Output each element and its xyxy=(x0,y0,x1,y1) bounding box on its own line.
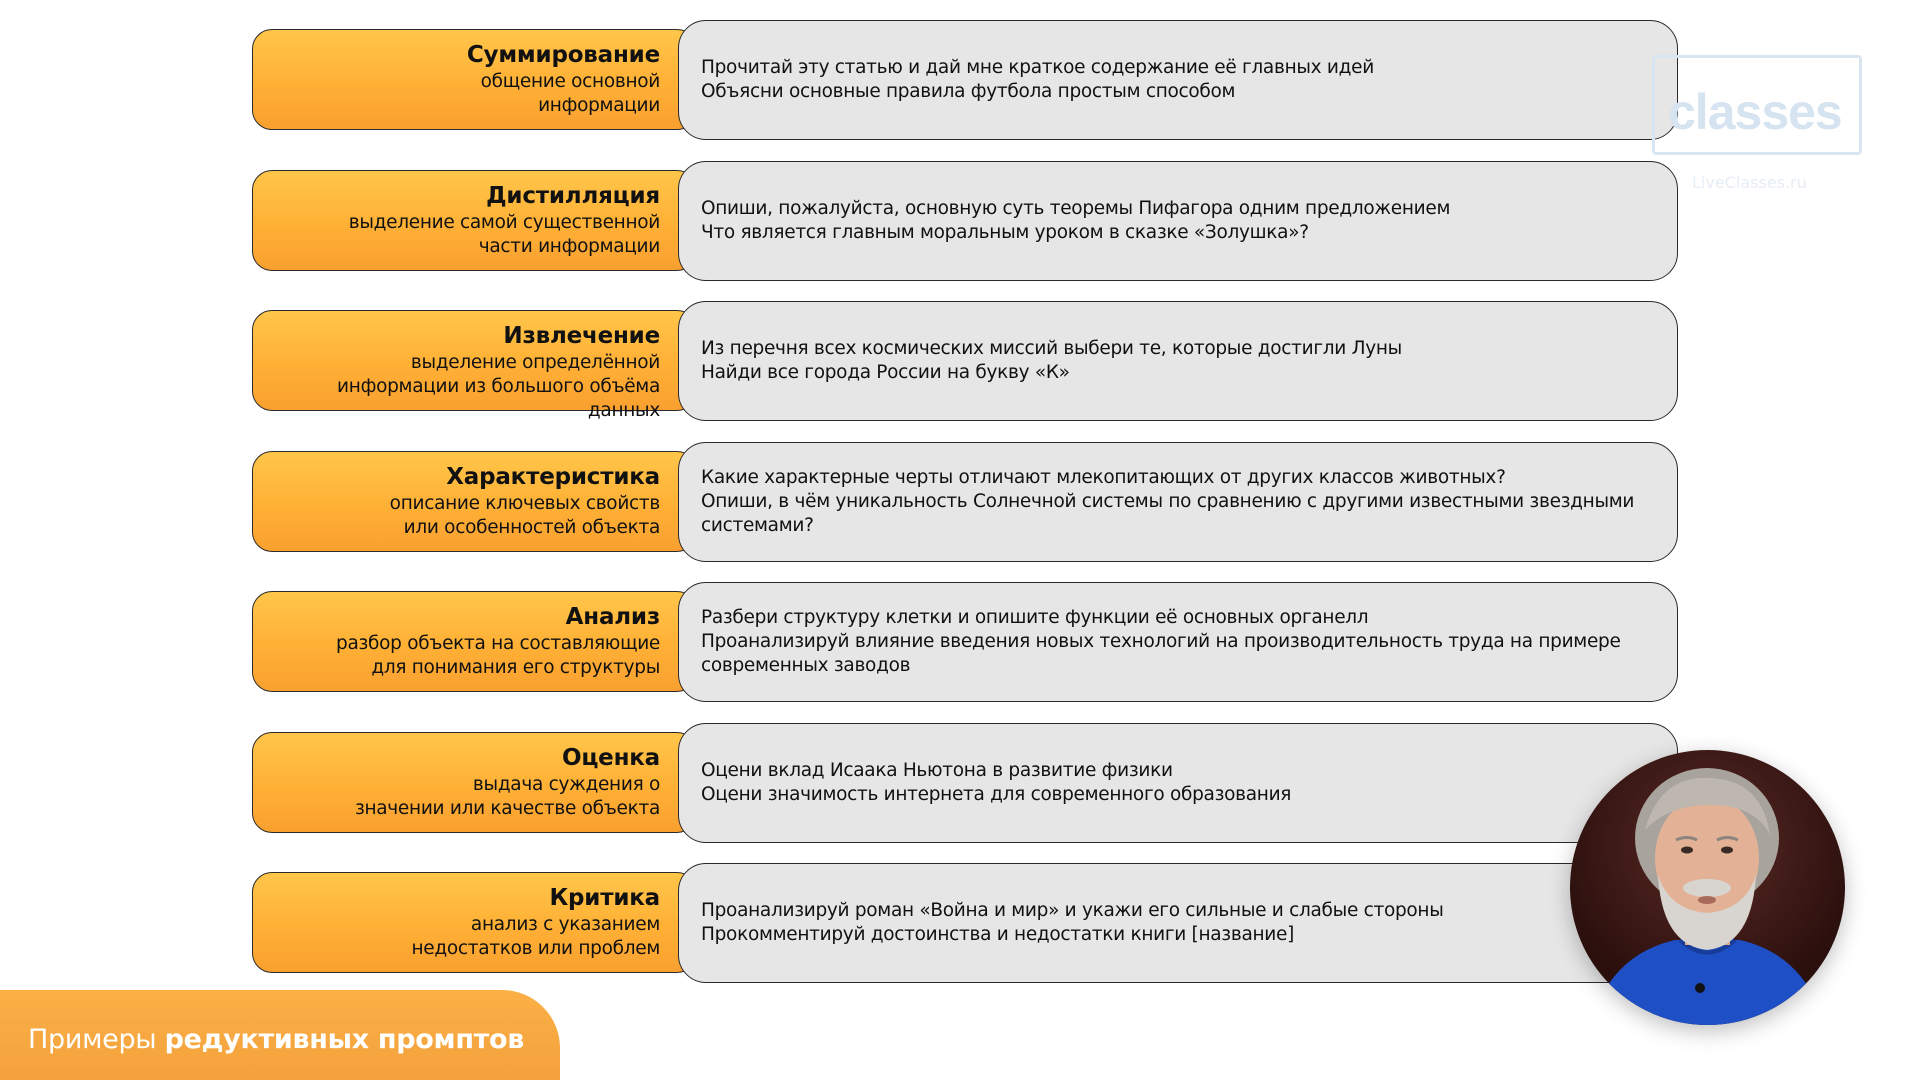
example-text: Проанализируй роман «Война и мир» и укажи его сильные и слабые стороны xyxy=(701,900,1444,921)
examples-box xyxy=(678,582,1678,702)
example-text: Прочитай эту статью и дай мне краткое содержание её главных идей xyxy=(701,57,1374,78)
examples-box xyxy=(678,723,1678,843)
category-label xyxy=(252,29,697,130)
example-text: Опиши, пожалуйста, основную суть теоремы Пифагора одним предложением xyxy=(701,197,1451,219)
prompt-row-characteristic xyxy=(252,442,1678,565)
category-title: Характеристика xyxy=(446,463,660,490)
examples-box xyxy=(678,863,1678,983)
category-title: Суммирование xyxy=(466,42,660,68)
prompt-row-distillation xyxy=(252,161,1678,284)
category-label xyxy=(252,732,697,833)
prompt-row-extraction xyxy=(252,301,1678,424)
presenter-portrait-icon xyxy=(1570,750,1845,1025)
category-description: выделение определённой информации из большого объёма данных xyxy=(337,352,660,421)
category-description: выдача суждения о значении или качестве объекта xyxy=(354,773,660,819)
category-title: Анализ xyxy=(565,604,660,630)
examples-box xyxy=(678,161,1678,281)
watermark-logo-text: classes xyxy=(1668,84,1842,140)
category-label xyxy=(252,872,697,973)
example-text: Прокомментируй достоинства и недостатки книги [название] xyxy=(701,924,1295,945)
examples-box xyxy=(678,442,1678,562)
example-text: Опиши, в чём уникальность Солнечной системы по сравнению с другими известными звездными xyxy=(701,490,1635,512)
slide-title-tab xyxy=(0,990,560,1080)
watermark-url: LiveClasses.ru xyxy=(1692,173,1807,192)
category-description: описание ключевых свойств или особенностей объекта xyxy=(389,492,660,538)
category-label xyxy=(252,170,697,271)
category-title: Оценка xyxy=(561,744,660,771)
category-label xyxy=(252,451,697,552)
category-description: общение основной информации xyxy=(480,71,660,116)
prompt-row-evaluation xyxy=(252,723,1678,846)
category-description: разбор объекта на составляющие для понимания его структуры xyxy=(336,633,660,678)
slide-title-prefix: Примеры xyxy=(28,1024,165,1055)
example-text: современных заводов xyxy=(701,655,911,676)
category-title: Извлечение xyxy=(503,323,660,349)
example-text: системами? xyxy=(701,514,814,536)
example-text: Найди все города России на букву «К» xyxy=(701,362,1070,383)
prompt-row-critique xyxy=(252,863,1678,986)
category-label xyxy=(252,591,697,692)
example-text: Проанализируй влияние введения новых технологий на производительность труда на примере xyxy=(701,631,1621,652)
prompt-row-summarization xyxy=(252,20,1678,143)
category-title: Дистилляция xyxy=(486,182,660,209)
example-text: Оцени значимость интернета для современного образования xyxy=(701,783,1292,805)
category-title: Критика xyxy=(549,885,660,911)
presenter-video-avatar xyxy=(1570,750,1845,1025)
prompt-row-analysis xyxy=(252,582,1678,705)
examples-box xyxy=(678,20,1678,140)
category-label xyxy=(252,310,697,421)
slide-title-emphasis: редуктивных промптов xyxy=(164,1024,525,1055)
example-text: Какие характерные черты отличают млекопитающих от других классов животных? xyxy=(701,466,1506,488)
example-text: Что является главным моральным уроком в сказке «Золушка»? xyxy=(701,221,1309,243)
example-text: Объясни основные правила футбола простым способом xyxy=(701,81,1236,102)
category-description: выделение самой существенной части информации xyxy=(348,211,660,257)
category-description: анализ с указанием недостатков или проблем xyxy=(411,914,660,959)
examples-box xyxy=(678,301,1678,421)
example-text: Из перечня всех космических миссий выбери те, которые достигли Луны xyxy=(701,338,1402,359)
example-text: Оцени вклад Исаака Ньютона в развитие физики xyxy=(701,759,1173,781)
example-text: Разбери структуру клетки и опишите функции её основных органелл xyxy=(701,607,1369,628)
brand-watermark xyxy=(1652,55,1862,200)
